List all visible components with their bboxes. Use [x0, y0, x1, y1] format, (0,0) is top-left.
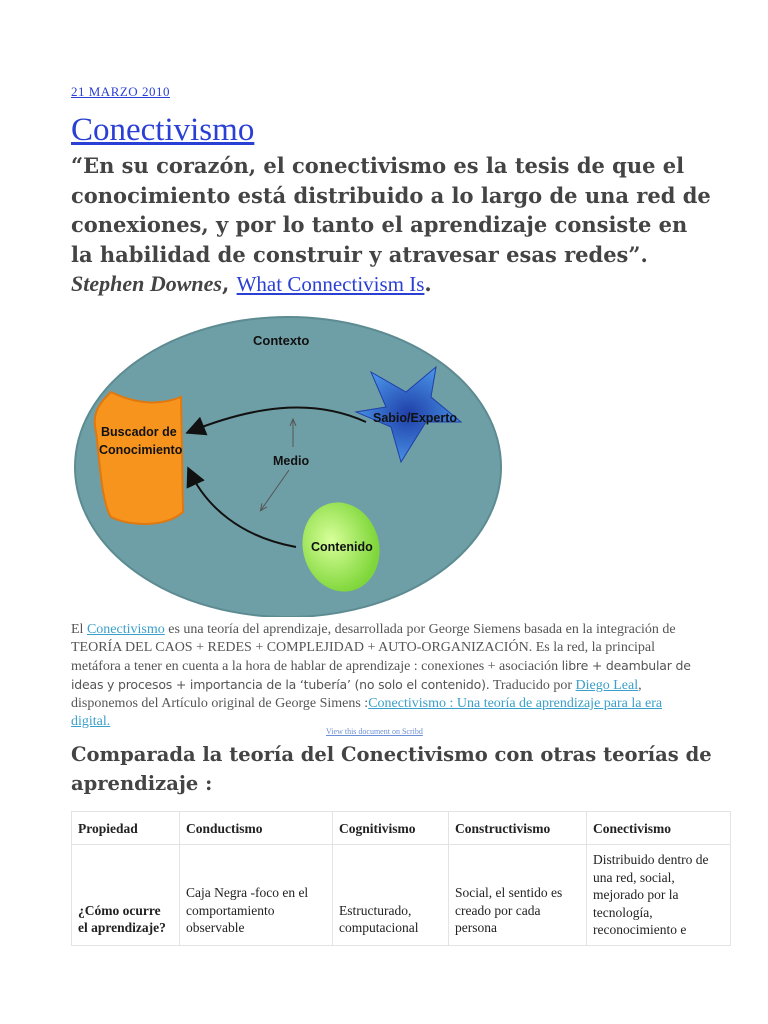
table-row	[72, 845, 731, 946]
conectivismo-link[interactable]: Conectivismo	[86, 622, 165, 637]
para-text-2: es una teoría del aprendizaje, desarrollada por George Siemens basada en la integración de	[164, 622, 676, 637]
intro-paragraph	[71, 621, 701, 731]
header-propiedad: Propiedad	[72, 812, 180, 845]
section-heading: Comparada la teoría del Conectivismo con otras teorías de aprendizaje :	[71, 743, 712, 795]
diego-leal-link[interactable]: Diego Leal	[575, 678, 639, 693]
label-buscador-2: Conocimiento	[99, 443, 183, 457]
para-text-1: El	[71, 622, 87, 637]
header-cognitivismo: Cognitivismo	[333, 812, 449, 845]
para-text-5: Traducido por	[489, 678, 576, 693]
cell-cognitivismo: Estructurado, computacional	[333, 845, 449, 946]
quote-separator: ,	[221, 271, 237, 296]
article-link[interactable]: Conectivismo : Una teoría de aprendizaje para la era digital.	[71, 696, 663, 729]
comparison-table	[71, 811, 731, 946]
label-contenido: Contenido	[311, 540, 373, 554]
cell-conductismo: Caja Negra -foco en el comportamiento observable	[180, 845, 333, 946]
label-medio: Medio	[273, 454, 310, 468]
cell-conectivismo: Distribuido dentro de una red, social, mejorado por la tecnología, reconocimiento e	[587, 845, 731, 946]
quote-text: “En su corazón, el conectivismo es la tesis de que el conocimiento está distribuido a lo largo de una red de conexiones, y por lo tanto el aprendizaje consiste en la habilidad de construir y atravesar esas redes”.	[71, 153, 711, 267]
header-conductismo: Conductismo	[180, 812, 333, 845]
header-constructivismo: Constructivismo	[449, 812, 587, 845]
para-text-6: , disponemos del Artículo original de George Simens :	[71, 678, 642, 711]
teoria-text: TEORÍA DEL CAOS + REDES + COMPLEJIDAD + AUTO-ORGANIZACIÓN	[71, 640, 529, 655]
buscador-shape	[95, 392, 183, 524]
para-text-handwritten: libre + deambular de ideas y procesos + importancia de la ‘tubería’ (no solo el contenido).	[71, 658, 691, 692]
post-date-link[interactable]: 21 MARZO 2010	[71, 84, 170, 99]
label-buscador-1: Buscador de	[101, 425, 177, 439]
cell-constructivismo: Social, el sentido es creado por cada persona	[449, 845, 587, 946]
scribd-link[interactable]: View this document on Scribd	[326, 727, 423, 736]
header-conectivismo: Conectivismo	[587, 812, 731, 845]
connectivism-diagram	[71, 312, 521, 617]
downes-quote	[71, 151, 711, 300]
post-title-link[interactable]: Conectivismo	[71, 112, 255, 148]
label-contexto: Contexto	[253, 333, 310, 348]
para-text-3: . Es la red, la principal metáfora a tener en cuenta a la hora de hablar de aprendizaje : conexiones + asociación	[71, 640, 656, 674]
what-connectivism-is-link[interactable]: What Connectivism Is	[236, 272, 425, 296]
label-sabio: Sabio/Experto	[373, 411, 458, 425]
table-header-row	[72, 812, 731, 845]
quote-end: .	[424, 271, 432, 296]
quote-author: Stephen Downes	[71, 271, 222, 296]
cell-propiedad: ¿Cómo ocurre el aprendizaje?	[72, 845, 180, 946]
